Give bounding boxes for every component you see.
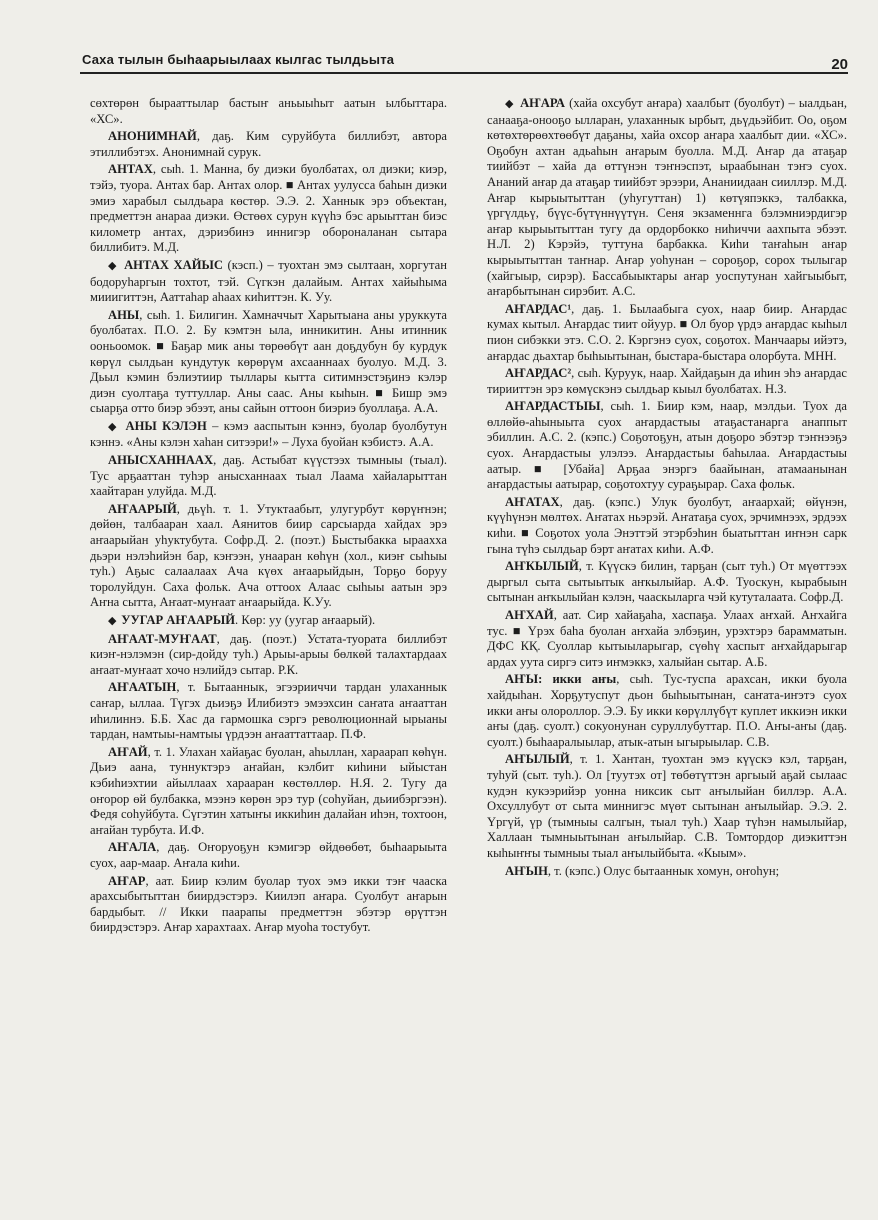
dictionary-entry (487, 96, 847, 300)
dictionary-entry (90, 680, 447, 742)
dictionary-entry (90, 874, 447, 936)
dictionary-entry (90, 613, 447, 630)
dictionary-entry (90, 502, 447, 611)
entry-definition: , дьүһ. т. 1. Утуктаабыт, улугурбут көрүҥнэн; дөйөн, талбааран хаал. Аянитов бииp сарсыарда хайдах эрэ аҥаарыйан уһуктубута. Софр.Д. 2. (поэт.) Быстыбакка ыраахха дьэри нэлэһийэн бар, кэҥээн, унааран көһүн (хол., киэҥ сыһыы туһ.) Аҕыс салаалаах Ача күөх аҥаарыйдын, Торҕо боруу торолуйдун. Саха фольк. Ача оттоох Алаас сыһыы аатын эрэ Аҥна сытта, Аҥаат-муҥаат аҥаарыйда. К.Уу. (90, 501, 447, 610)
entry-headword: АҤАЙ (108, 744, 148, 759)
diamond-marker-icon: ◆ (505, 98, 519, 110)
dictionary-entry (90, 129, 447, 160)
dictionary-entry (90, 419, 447, 451)
entry-definition: – кэмэ ааспытын кэннэ, буолар буолбутун кэннэ. «Аны кэлэн хаһан ситээри!» – Луха буойан кэбистэ. А.А. (90, 418, 447, 450)
dictionary-entry (487, 672, 847, 750)
entry-definition: , сыһ. Тус-туспа арахсан, икки буола хайдыһан. Хорҕутуспут дьон быһыытынан, саҥата-иҥэтэ суох икки аҥы олороллор. Э.Э. Бу икки көрүллүбүт куплет иккиэн икки аҥы (даҕ. суолт.) сокуонунан суруллубуттар. П.О. Аҥы-аҥы (даҕ. суолт.) быһааралыылар, атык-атын ыгырыылар. С.В. (487, 672, 847, 749)
entry-definition: (кэсп.) – туохтан эмэ сылтаан, хоргутан бодоруһаргын тохтот, тэй. Сүгкэн далайым. Антах хайыһыма мииигиттэн, Ааттаһар аһаах киһиттэн. К. Уу. (90, 257, 447, 305)
dictionary-entry (90, 162, 447, 256)
entry-headword: АНТАХ (108, 162, 153, 177)
entry-headword: АҤАРА (520, 96, 566, 110)
entry-definition: , т. 1. Улахан хайаҕас буолан, аһыллан, хараарап көһүн. Дьиэ аана, туннуктэрэ аҥайан, кэлбит киһини ыйыстан кэбиһиэхтии айыллаах харааран көстөллөр. Н.Я. 2. Тугу да оҥорор өй булбакка, мээнэ көрөн эрэ тур (соһуйан, дьиибэргээн). Федя соһуйбута. Сүгэтин хатыҥы иккиһин далайан иһэн, тохтоон, аҥайан турбута. И.Ф. (90, 744, 447, 837)
dictionary-entry (90, 840, 447, 871)
dictionary-entry (90, 453, 447, 500)
entry-headword: АҤЫ: икки аҥы (505, 672, 617, 687)
entry-headword: АҤАТАХ (505, 494, 560, 509)
running-title: Саха тылын быһаарыылаах кылгас тылдьыта (82, 52, 395, 67)
entry-headword: АНОНИМНАЙ (108, 129, 197, 144)
entry-definition: , т. 1. Хантан, туохтан эмэ күүскэ кэл, тарҕан, туһуй (сыт. туһ.). Ол [туутэх от] төбөтүттэн аргыый аҕай сылаас кудэн кукээрийэр уонна никсик сыт аҥылыйан биллэр. А.А. Охсуллубут от сыта миннигэс мүөт сытынан аҥылыйар. Э.Э. 2. Үргүй, үр (тымныы салгын, тыал туһ.) Хаар түһэн намылыйар, Халлаан тымныытынан аҥылыйар. С.В. Томтордор диэкиттэн кыһыҥҥы тымныы тыал аҥылыйбыта. «Кыым». (487, 752, 847, 860)
dictionary-entry (90, 632, 447, 679)
dictionary-entry (487, 559, 847, 606)
entry-definition: , сыһ. Куруук, наар. Хайдаҕын да иһин эһэ аҥардас тирииттэн эрэ көмүскэнэ сылдьар кыыл буолбатах. Н.З. (487, 366, 847, 396)
entry-headword: АНЫ КЭЛЭН (125, 418, 207, 433)
entry-definition: , даҕ. 1. Былаабыга суох, наар биир. Аҥардас кумах кытыл. Аҥардас тиит ойуур. ■ Ол буор үрдэ аҥардас кыһыл пион сибэкки этэ. С.О. 2. Кэргэнэ суох, соҕотох. Манчаары ийэтэ, аҥардас дьахтар быһыытынан, быстара-быстара олорбута. МНН. (487, 301, 847, 363)
entry-headword: АНТАХ ХАЙЫС (124, 257, 223, 272)
entry-headword: АҤАРДАС¹ (505, 301, 572, 316)
entry-headword: АҤАЛА (108, 840, 157, 855)
dictionary-entry (487, 366, 847, 397)
entry-definition: (хайа охсубут аҥара) хаалбыт (буолбут) – ыалдьан, санааҕа-онооҕо ылларан, улаханнык ырбыт, дьүдьэйбит. Оо, оҕом көтөхтөрөөхтөөбүт даҕаны, хайа охсор аҥара хаалбыт дии. «ХС». Оҕобун ахтан адьаһын аҥарым буолла. М.Д. Аҥар да атаҕар тиийбэт – хайа да өттүнэн тэҥнэспэт, ыраабынан тэҥэ суох. Ананий аҥар да атаҕар тиийбэт эрээри, Ананиидаан сииллэр. М.Д. Аҥар кырыытыттан (уһугуттан) 1) көтүяпэккэ, талбакка, үргүлдьү, бүүс-бүтүннүүтүн. Сеня экзаменнга бэлэмниэрдигэр аҥар кырыытыттан тугу да ордорбокко ниһиччи аахпыта эбээт. Н.Л. 2) Кэрэйэ, туттуна барбакка. Киһи таҥаһын аҥар кырыытыттан таҥнар. Аҥар уоһунан – сороҕор, сорох тылыгар (хайгыыр, сирэр). Бассабыыктары аҥар уоспутунан хайгыыбыт, аҥарбытынан сирэбит. А.С. (487, 96, 847, 299)
entry-definition: , т. (кэпс.) Олус бытааннык хомун, оҥоһун; (547, 863, 780, 878)
dictionary-entry (90, 308, 447, 417)
entry-definition: , сыһ. 1. Биир кэм, наар, мэлдьи. Туох да өллөйө-аһыныыта суох аҥардастыы атаҕастанарга анаппыт эбиллин. А.С. 2. (кэпс.) Соҕотоҕун, атын доҕоро эбэтэр тэҥнээҕэ суох. Аҥардастыы улэлээ. Аҥардастыы баһылаа. Аҥардастыы аатыр. ■ [Убайа] Арҕаа энэргэ баайынан, атамаанынан аҥардастыы аатырар, соҕотохтуу сураҕырар. Саха фольк. (487, 399, 847, 492)
entry-headword: АҤЫН (505, 863, 548, 878)
right-column (487, 96, 847, 881)
entry-headword: АҤАРДАСТЫЫ (505, 399, 601, 414)
dictionary-entry (487, 302, 847, 364)
dictionary-entry (90, 745, 447, 839)
page-number: 20 (831, 56, 848, 73)
entry-definition: , даҕ. Астыбат күүстээх тымныы (тыал). Тус арҕааттан туһэр анысханнаах тыал Лаама хайаларыттан хаайтаран улуйда. М.Д. (90, 453, 447, 499)
entry-headword: АНЫСХАННААХ (108, 453, 214, 468)
dictionary-entry (487, 495, 847, 557)
entry-headword: АҤЫЛЫЙ (505, 752, 570, 767)
entry-headword: АҤКЫЛЫЙ (505, 559, 579, 574)
diamond-marker-icon: ◆ (108, 259, 123, 272)
entry-headword: АҤАРДАС² (505, 366, 572, 381)
dictionary-entry (487, 752, 847, 861)
entry-definition: , аат. Сир хайаҕаһа, хаспаҕа. Улаах аҥхай. Аҥхайга тус. ■ Үрэх баһа буолан аҥхайа элбэҕин, урэхтэрэ барамматын. ДФС КҚ. Суоллар кытыыларыгар, сүөһү хаспыт аҥхайдарыгар ардах уута сиргэ ситэ иҥмэккэ, халыйан сытар. А.Б. (487, 608, 847, 669)
entry-definition: , сыһ. 1. Манна, бу диэки буолбатах, ол диэки; киэр, тэйэ, туора. Антах бар. Антах олор. ■ Антах уулусса баһын диэки эмиэ харабыл сылдьара көстөр. Э.Э. 2. Ханнык эрэ объектан, предметтэн анараа диэки. Өстөөх сурун күүһэ бэс арыыттан биэс километр антах, дэриэбинэ иннигэр обороналанан сытара биллибитэ. М.Д. (90, 162, 447, 255)
entry-headword: АҤААРЫЙ (108, 501, 177, 516)
entry-headword: АҤААТ-МУҤААТ (108, 631, 217, 646)
left-column (90, 96, 447, 938)
entry-definition: . Көр: уу (уугар аҥаарый). (235, 613, 376, 627)
dictionary-entry (487, 864, 847, 880)
dictionary-entry (487, 399, 847, 493)
page-header (80, 48, 848, 74)
entry-headword: АҤААТЫН (108, 680, 177, 695)
entry-headword: АҤАР (108, 873, 146, 888)
entry-definition: , даҕ. (кэпс.) Улук буолбут, аҥаархай; өйүнэн, күүһүнэн мөлтөх. Аҥатах ньэрэй. Аҥатаҕа суох, эрчимнээх, эрдээх киһи. ■ Соҕотох уола Энэттэй этэрбэһин быатыттан иҥнэн сарк гына түһэ сылдьар бэрт аҥатах киһи. А.Ф. (487, 494, 847, 556)
entry-headword: АНЫ (108, 307, 140, 322)
entry-definition: , т. Бытааннык, эгээрииччи тардан улаханнык саҥар, ыллаа. Түгэх дьиэҕэ Илибиэтэ эмээхсин саҥата аҥааттан иһилиннэ. Б.Б. Хас да гармошка сэргэ революционнай ырыаны тардан, намтыы-намтыы үрдээн аҥааттаттаар. П.Ф. (90, 680, 447, 742)
entry-definition: , т. Күүскэ билин, тарҕан (сыт туһ.) От мүөттээх дыргыл сыта сытыытык аҥкылыйар. А.Ф. Туоскун, кырабыын сытынан аҥкылыйан кэлэн, чааскыларга чэй кутуталаата. Софр.Д. (487, 559, 847, 605)
entry-definition: , аат. Биир кэлим буолар туох эмэ икки тэҥ чааска арахсыбытыттан биирдэстэрэ. Киилэп аҥара. Суолбут аҥарын бардыбыт. // Икки паарапы предметтэн эбэтэр өрүттэн биирдэстэрэ. Аҥар харахтаах. Аҥар муоһа тостубут. (90, 873, 447, 935)
entry-definition: , даҕ. Ким суруйбута биллибэт, автора этиллибэтэх. Анонимнай сурук. (90, 129, 447, 159)
entry-definition: , даҕ. (поэт.) Устата-туората биллибэт киэҥ-нэлэмэн (сир-дойду туһ.) Арыы-арыы бөлкөй талахтардаах аҥаат-муҥаат хочо нэлийдэ сытар. Р.К. (90, 631, 447, 677)
diamond-marker-icon: ◆ (108, 615, 120, 627)
dictionary-entry (90, 258, 447, 306)
entry-definition: сөхтөрөн бырааттылар бастыҥ аньыыһыт аатын ылбыттара. «ХС». (90, 96, 447, 126)
diamond-marker-icon: ◆ (108, 420, 124, 433)
entry-headword: УУГАР АҤААРЫЙ (121, 613, 236, 627)
entry-definition: , сыһ. 1. Билигин. Хамначчыт Харытыана аны уруккута буолбатах. П.О. 2. Бу кэмтэн ыла, инникитин. Аны итинник ооньоомок. ■ Баҕар мик аны төрөөбүт аан доҕдубун бу курдук көрүл сылдьан кундутук көрөрүм ахсааннаах буолуо. М.Д. 3. Дьыл кэмин бэлиэтиир тыллары кытта ситимнэстэҕинэ кэлэр диэн суолтаҕа туттуллар. Аны саас. Аны кыһын. ■ Бишр эмэ сыарҕа отто биэр эбээт, аны сайын оттоон биэриэ буоллаҕа. А.А. (90, 307, 447, 416)
entry-headword: АҤХАЙ (505, 608, 554, 622)
entry-definition: , даҕ. Оҥоруоҕун кэмигэр өйдөөбөт, быһаарыыта суох, аар-маар. Аҥала киһи. (90, 840, 447, 870)
dictionary-entry (90, 96, 447, 127)
dictionary-entry (487, 608, 847, 670)
